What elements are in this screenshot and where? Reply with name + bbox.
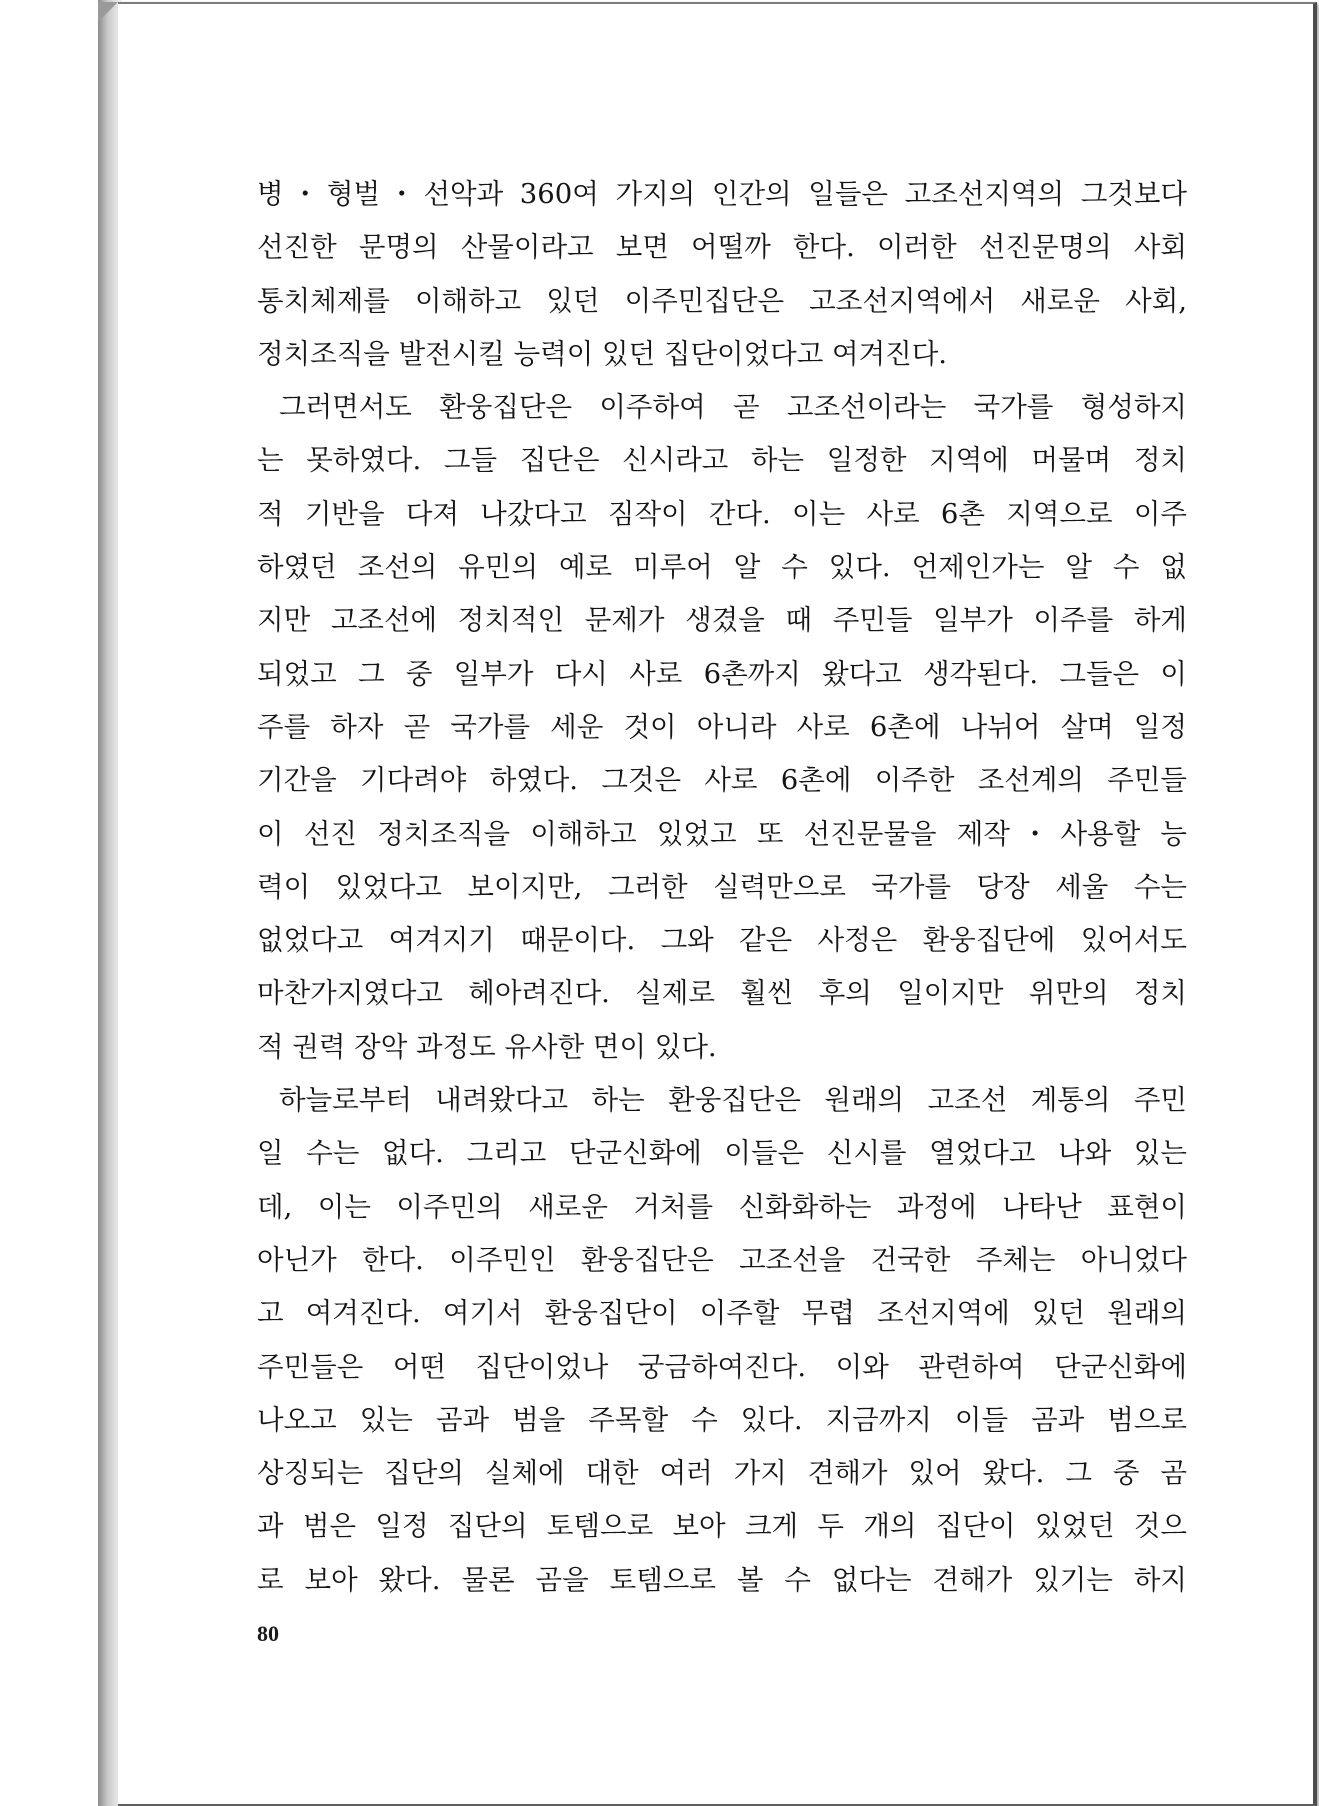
text-line: 지만 고조선에 정치적인 문제가 생겼을 때 주민들 일부가 이주를 하게 [257,604,1187,637]
text-line: 하늘로부터 내려왔다고 하는 환웅집단은 원래의 고조선 계통의 주민 [279,1084,1187,1117]
text-line: 주를 하자 곧 국가를 세운 것이 아니라 사로 6촌에 나뉘어 살며 일정 [257,710,1187,743]
text-line: 없었다고 여겨지기 때문이다. 그와 같은 사정은 환웅집단에 있어서도 [257,924,1187,957]
text-line: 마찬가지였다고 헤아려진다. 실제로 훨씬 후의 일이지만 위만의 정치 [257,977,1187,1010]
text-line: 일 수는 없다. 그리고 단군신화에 이들은 신시를 열었다고 나와 있는 [257,1137,1187,1170]
page-corner [98,2,118,22]
text-line: 는 못하였다. 그들 집단은 신시라고 하는 일정한 지역에 머물며 정치 [257,444,1187,477]
text-line: 병・형벌・선악과 360여 가지의 인간의 일들은 고조선지역의 그것보다 [257,178,1187,210]
text-line: 되었고 그 중 일부가 다시 사로 6촌까지 왔다고 생각된다. 그들은 이 [257,657,1187,690]
text-line: 하였던 조선의 유민의 예로 미루어 알 수 있다. 언제인가는 알 수 없 [257,551,1187,584]
text-line: 아닌가 한다. 이주민인 환웅집단은 고조선을 건국한 주체는 아니었다 [257,1243,1187,1276]
text-line: 나오고 있는 곰과 범을 주목할 수 있다. 지금까지 이들 곰과 범으로 [257,1403,1187,1436]
text-line: 그러면서도 환웅집단은 이주하여 곧 고조선이라는 국가를 형성하지 [279,391,1187,424]
text-line: 데, 이는 이주민의 새로운 거처를 신화화하는 과정에 나타난 표현이 [257,1190,1187,1223]
text-line: 력이 있었다고 보이지만, 그러한 실력만으로 국가를 당장 세울 수는 [257,870,1187,903]
text-line: 상징되는 집단의 실체에 대한 여러 가지 견해가 있어 왔다. 그 중 곰 [257,1457,1187,1490]
body-text [257,168,1187,1607]
text-line: 적 기반을 다져 나갔다고 짐작이 간다. 이는 사로 6촌 지역으로 이주 [257,497,1187,530]
text-line: 주민들은 어떤 집단이었나 궁금하여진다. 이와 관련하여 단군신화에 [257,1350,1187,1383]
text-line: 기간을 기다려야 하였다. 그것은 사로 6촌에 이주한 조선계의 주민들 [257,764,1187,797]
text-line: 통치체제를 이해하고 있던 이주민집단은 고조선지역에서 새로운 사회, [257,284,1187,317]
page-number: 80 [257,1621,279,1646]
text-line: 적 권력 장악 과정도 유사한 면이 있다. [257,1030,717,1063]
text-line: 선진한 문명의 산물이라고 보면 어떨까 한다. 이러한 선진문명의 사회 [257,231,1187,264]
text-line: 로 보아 왔다. 물론 곰을 토템으로 볼 수 없다는 견해가 있기는 하지 [257,1563,1187,1596]
text-line: 고 여겨진다. 여기서 환웅집단이 이주할 무렵 조선지역에 있던 원래의 [257,1297,1187,1330]
text-line: 정치조직을 발전시킬 능력이 있던 집단이었다고 여겨진다. [257,337,948,370]
text-line: 과 범은 일정 집단의 토템으로 보아 크게 두 개의 집단이 있었던 것으 [257,1510,1187,1543]
text-line: 이 선진 정치조직을 이해하고 있었고 또 선진문물을 제작・사용할 능 [257,817,1187,850]
